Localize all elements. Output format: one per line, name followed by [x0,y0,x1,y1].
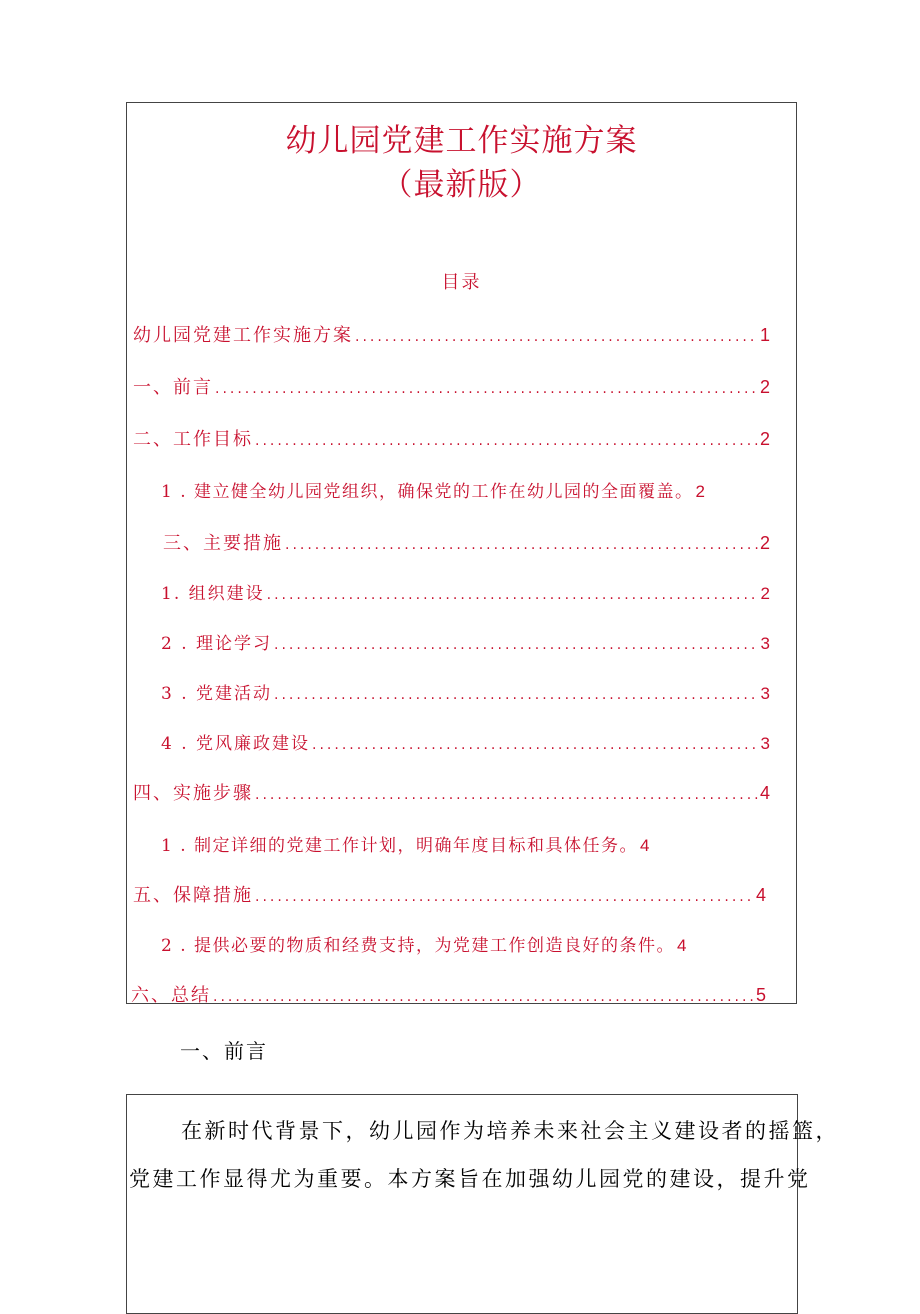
toc-heading: 目录 [441,272,482,293]
toc-leader [355,329,758,345]
toc-entry-page: 2 [759,377,770,397]
toc-entry[interactable] [133,425,770,451]
toc-entry[interactable] [133,373,770,399]
toc-entry-page: 2 [695,482,705,501]
document-title: 幼儿园党建工作实施方案 [285,123,638,159]
toc-entry[interactable] [131,981,766,1007]
toc-leader [215,381,758,397]
toc-entry[interactable] [161,831,650,856]
toc-entry-page: 4 [759,783,770,803]
toc-leader [213,989,754,1005]
toc-entry-text: 3 . 党建活动 [161,684,273,704]
toc-leader [274,687,759,703]
toc-leader [312,737,759,753]
document-subtitle: （最新版） [381,167,542,203]
toc-box [126,102,797,1004]
toc-entry-text: 幼儿园党建工作实施方案 [133,325,353,346]
toc-leader [255,889,754,905]
toc-entry[interactable] [161,729,770,754]
toc-entry[interactable] [133,881,766,907]
toc-entry-page: 3 [760,734,770,753]
toc-entry-page: 2 [759,429,770,449]
toc-leader [285,537,758,553]
toc-entry-text: 1 . 制定详细的党建工作计划，明确年度目标和具体任务。 [161,836,639,856]
toc-entry-page: 4 [640,836,650,855]
toc-entry[interactable] [161,579,770,604]
toc-entry-text: 三、主要措施 [163,533,283,554]
toc-entry-page: 3 [760,684,770,703]
toc-entry-text: 一、前言 [133,377,213,398]
toc-entry-text: 1 . 建立健全幼儿园党组织，确保党的工作在幼儿园的全面覆盖。 [161,482,694,502]
toc-entry-page: 2 [760,584,770,603]
toc-leader [255,787,758,803]
toc-entry[interactable] [163,529,770,555]
toc-entry-text: 2 . 提供必要的物质和经费支持，为党建工作创造良好的条件。 [161,936,676,956]
section-heading: 一、前言 [180,1039,268,1063]
toc-entry-page: 3 [760,634,770,653]
toc-entry[interactable] [161,931,687,956]
toc-entry[interactable] [133,321,770,347]
body-paragraph-line: 党建工作显得尤为重要。本方案旨在加强幼儿园党的建设，提升党 [129,1167,811,1191]
toc-entry-page: 4 [677,936,687,955]
toc-entry[interactable] [133,779,770,805]
toc-entry-text: 2 . 理论学习 [161,634,273,654]
body-text-box [126,1094,839,1314]
toc-leader [267,587,759,603]
toc-entry[interactable] [161,477,705,502]
body-paragraph-line: 在新时代背景下，幼儿园作为培养未来社会主义建设者的摇篮， [181,1119,839,1143]
toc-entry-page: 4 [755,885,766,905]
toc-leader [255,433,758,449]
toc-entry[interactable] [161,629,770,654]
toc-entry[interactable] [161,679,770,704]
toc-entry-text: 4 . 党风廉政建设 [161,734,311,754]
toc-entry-text: 四、实施步骤 [133,783,253,804]
toc-entry-page: 2 [759,533,770,553]
toc-leader [274,637,759,653]
toc-entry-page: 1 [759,325,770,345]
toc-entry-text: 1. 组织建设 [161,584,265,604]
toc-entry-page: 5 [755,985,766,1005]
toc-entry-text: 二、工作目标 [133,429,253,450]
toc-entry-text: 五、保障措施 [133,885,253,906]
toc-entry-text: 六、总结 [131,985,211,1006]
